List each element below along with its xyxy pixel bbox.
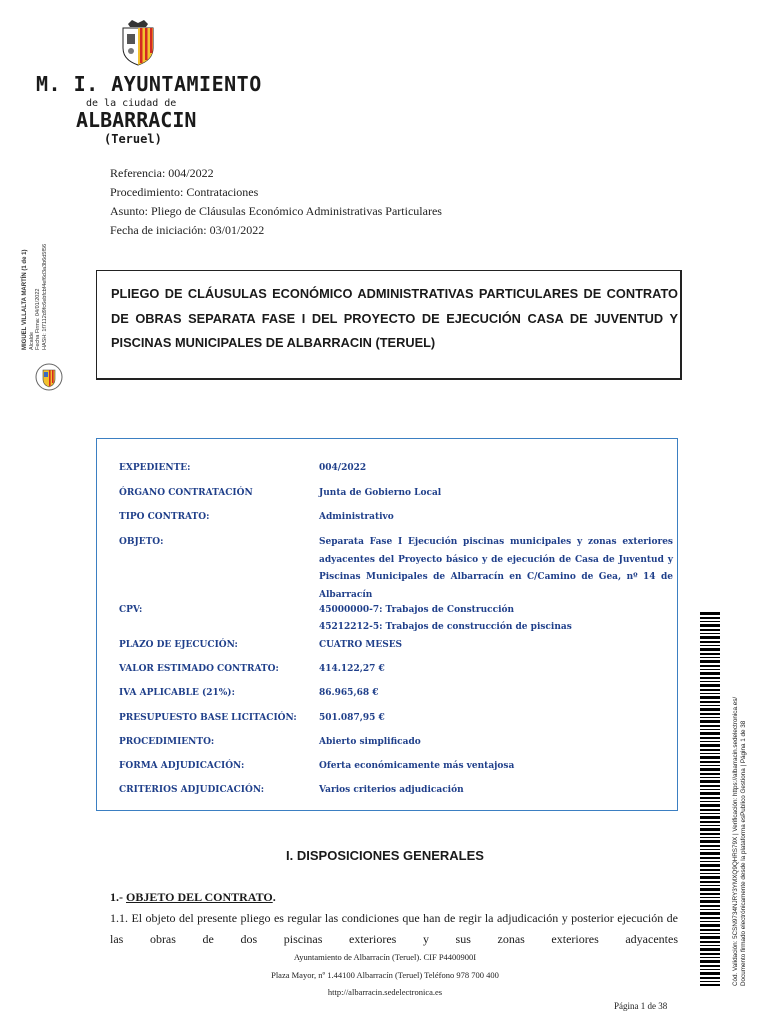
row-value: Administrativo bbox=[319, 512, 394, 522]
row-value: Junta de Gobierno Local bbox=[319, 488, 442, 498]
row-value: 45212212-5: Trabajos de construcción de piscinas bbox=[319, 622, 572, 632]
document-title: PLIEGO DE CLÁUSULAS ECONÓMICO ADMINISTRATIVAS PARTICULARES DE CONTRATO DE OBRAS SEPARATA FASE I DEL PROYECTO DE EJECUCIÓN CASA DE JUVENTUD Y PISCINAS MUNICIPALES DE ALBARRACIN (TERUEL) bbox=[111, 286, 678, 350]
verification-strip bbox=[732, 612, 766, 986]
town-hall-subtitle: de la ciudad de bbox=[86, 98, 177, 109]
row-label: FORMA ADJUDICACIÓN: bbox=[119, 761, 245, 771]
verification-code-link[interactable]: Cód. Validación: 5CSN9734NJRY3YMXQ9QHRS79X | Verificación: https://albarracin.sedelectronica.es/ bbox=[732, 696, 739, 986]
start-date-line: Fecha de iniciación: 03/01/2022 bbox=[110, 223, 265, 237]
row-label: TIPO CONTRATO: bbox=[119, 512, 210, 522]
subject-line: Asunto: Pliego de Cláusulas Económico Administrativas Particulares bbox=[110, 204, 442, 218]
document-title-box bbox=[96, 270, 682, 380]
row-label: IVA APLICABLE (21%): bbox=[119, 688, 235, 698]
row-label: PROCEDIMIENTO: bbox=[119, 737, 215, 747]
procedure-line: Procedimiento: Contrataciones bbox=[110, 185, 259, 199]
footer-contact-line: Plaza Mayor, nº 1.44100 Albarracín (Teruel) Teléfono 978 700 400 bbox=[271, 970, 499, 980]
row-value: 501.087,95 € bbox=[319, 713, 385, 723]
row-label: PLAZO DE EJECUCIÓN: bbox=[119, 640, 238, 650]
signer-name: MIGUEL VILLALTA MARTÍN (1 de 1) bbox=[22, 249, 28, 350]
contract-summary-table bbox=[96, 438, 678, 811]
province-name: (Teruel) bbox=[104, 132, 162, 146]
row-value: Varios criterios adjudicación bbox=[319, 785, 464, 795]
row-value: Oferta económicamente más ventajosa bbox=[319, 761, 515, 771]
clause-heading bbox=[110, 890, 276, 905]
row-value: 004/2022 bbox=[319, 463, 367, 473]
row-value: 86.965,68 € bbox=[319, 688, 379, 698]
row-label: CPV: bbox=[119, 605, 143, 615]
town-hall-title: M. I. AYUNTAMIENTO bbox=[36, 72, 262, 96]
row-value: 414.122,27 € bbox=[319, 664, 385, 674]
footer-address-line: Ayuntamiento de Albarracín (Teruel). CIF P4400900I bbox=[293, 952, 477, 962]
municipal-crest-logo bbox=[118, 18, 158, 66]
verification-note: Documento firmado electrónicamente desde la plataforma esPublico Gestiona | Página 1 de 38 bbox=[740, 720, 747, 986]
barcode-icon bbox=[700, 612, 720, 986]
clause-body: 1.1. El objeto del presente pliego es regular las condiciones que han de regir la adjudicación y posterior ejecución de las obras de dos piscinas exteriores y sus zonas exteriores adyacentes bbox=[110, 911, 678, 946]
row-label: ÓRGANO CONTRATACIÓN bbox=[119, 488, 253, 498]
row-value: CUATRO MESES bbox=[319, 640, 403, 650]
reference-line: Referencia: 004/2022 bbox=[110, 166, 214, 180]
signature-date: Fecha Firma: 04/01/2022 bbox=[35, 288, 41, 350]
row-label: PRESUPUESTO BASE LICITACIÓN: bbox=[119, 713, 297, 723]
clause-title: OBJETO DEL CONTRATO bbox=[126, 890, 273, 904]
row-value: Separata Fase I Ejecución piscinas municipales y zonas exteriores adyacentes del Proyecto básico y de ejecución de Casa de Juventud y Piscinas Municipales de Albarracín en C/Camino de Gea, nº 14 de Albarracín bbox=[319, 537, 673, 600]
row-value: 45000000-7: Trabajos de Construcción bbox=[319, 605, 515, 615]
row-label: VALOR ESTIMADO CONTRATO: bbox=[119, 664, 279, 674]
row-label: OBJETO: bbox=[119, 537, 164, 547]
clause-number: 1.- bbox=[110, 890, 123, 904]
page-number: Página 1 de 38 bbox=[614, 1001, 668, 1011]
row-label: CRITERIOS ADJUDICACIÓN: bbox=[119, 785, 265, 795]
row-value: Abierto simplificado bbox=[319, 737, 421, 747]
signature-seal-icon bbox=[34, 362, 64, 392]
row-label: EXPEDIENTE: bbox=[119, 463, 191, 473]
section-heading: I. DISPOSICIONES GENERALES bbox=[286, 848, 484, 863]
footer-url-link[interactable]: http://albarracin.sedelectronica.es bbox=[327, 987, 443, 997]
signature-hash: HASH: 1f7112d9fc6ebfcbf4ef6d3a3b6d5f56 bbox=[41, 243, 48, 350]
clause-title-suffix: . bbox=[272, 890, 276, 904]
signature-block bbox=[22, 210, 48, 350]
city-name: ALBARRACIN bbox=[76, 108, 197, 132]
signer-role: Alcalde bbox=[28, 331, 35, 350]
